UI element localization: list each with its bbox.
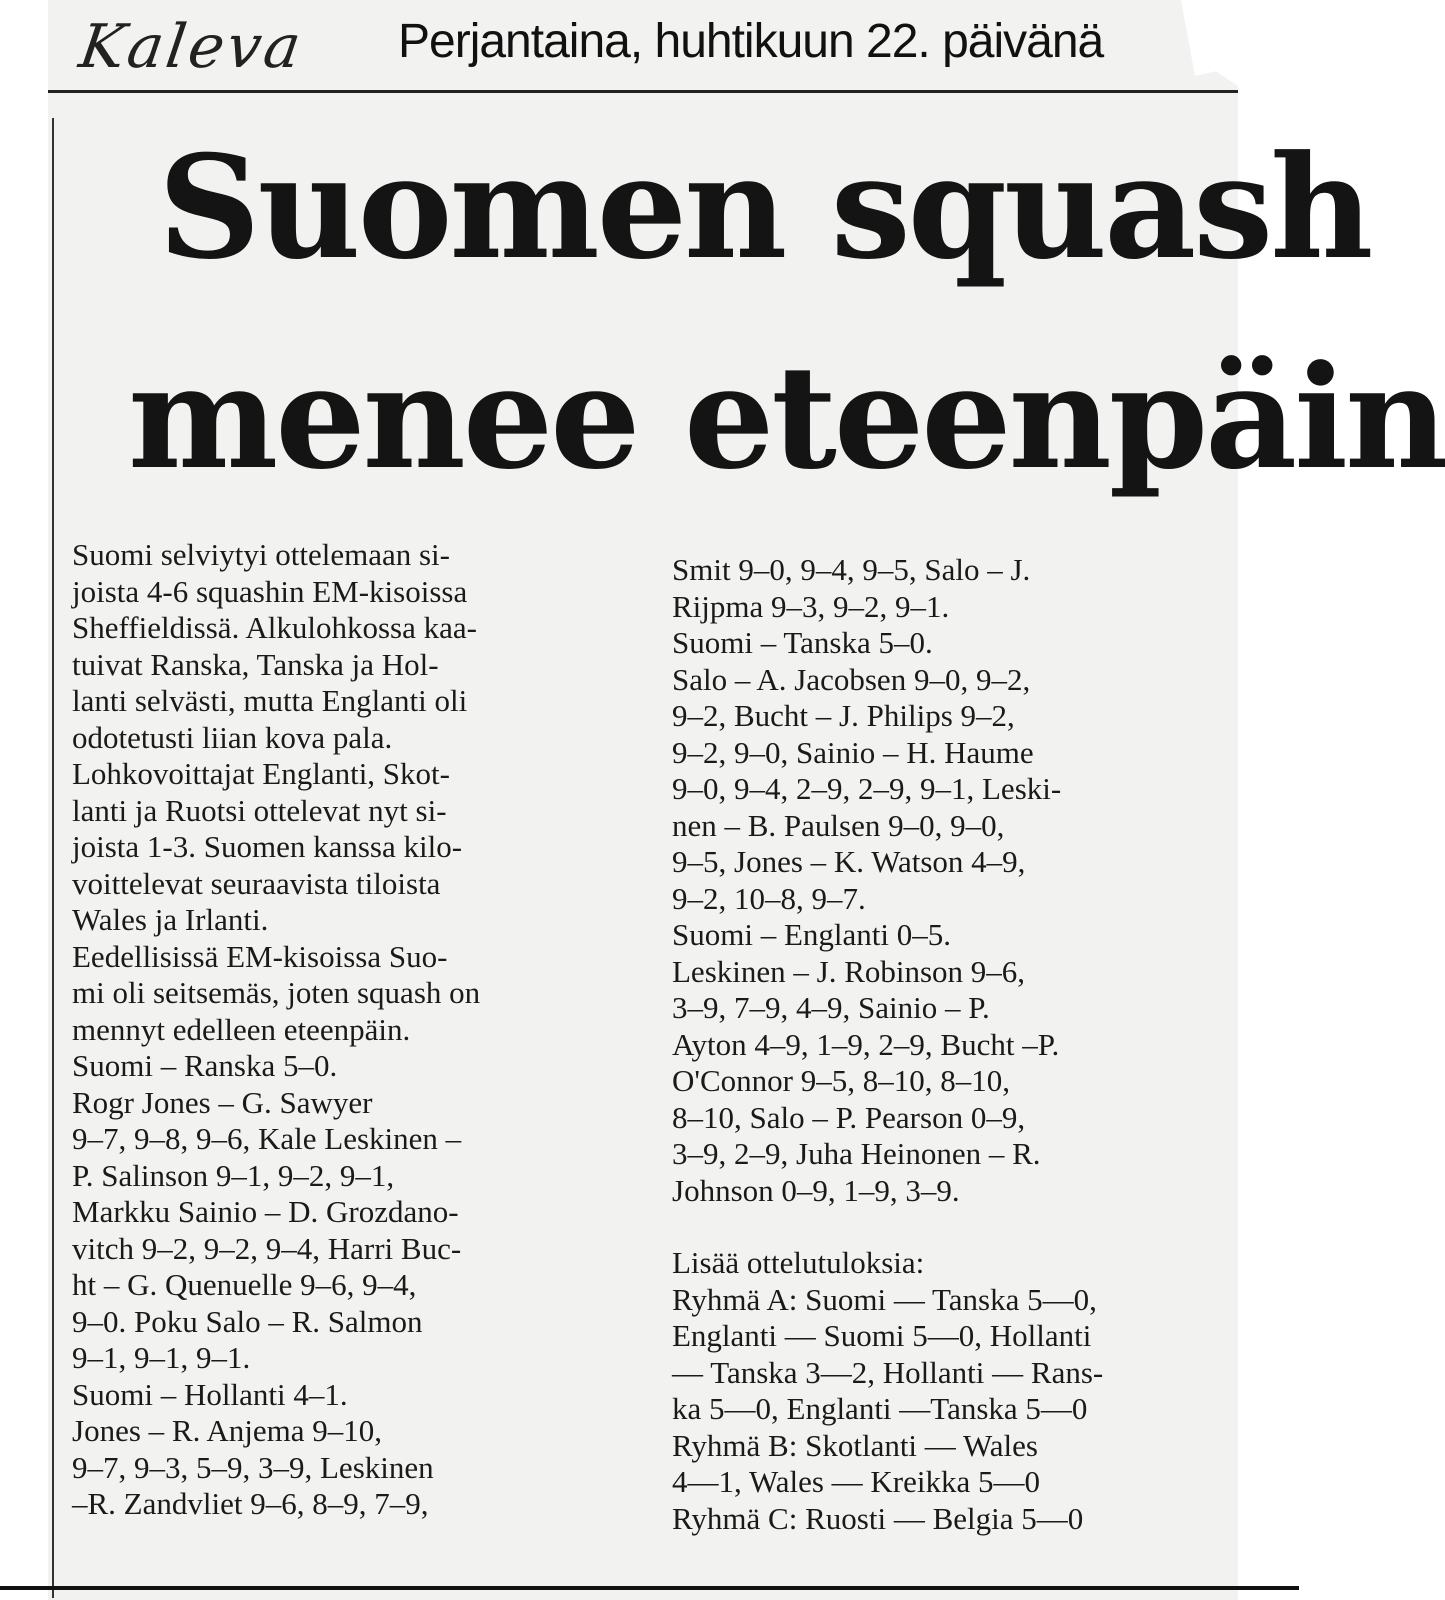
paragraph-gap bbox=[672, 1209, 1227, 1245]
headline-line-1: Suomen squash bbox=[158, 125, 1371, 291]
text-line: — Tanska 3—2, Hollanti — Rans- bbox=[672, 1354, 1104, 1390]
text-line: Ayton 4–9, 1–9, 2–9, Bucht –P. bbox=[672, 1026, 1060, 1062]
article-left-column bbox=[72, 537, 632, 1523]
text-line: joista 1-3. Suomen kanssa kilo- bbox=[72, 829, 463, 864]
text-line: P. Salinson 9–1, 9–2, 9–1, bbox=[72, 1157, 395, 1193]
text-line: –R. Zandvliet 9–6, 8–9, 7–9, bbox=[72, 1486, 429, 1521]
text-line: 9–7, 9–8, 9–6, Kale Leskinen – bbox=[72, 1121, 462, 1156]
text-line: 9–2, 10–8, 9–7. bbox=[672, 880, 866, 916]
text-line: Lisää ottelutuloksia: bbox=[672, 1245, 925, 1280]
text-line: Suomi selviytyi ottelemaan si- bbox=[72, 537, 450, 572]
column-rule bbox=[52, 118, 54, 1598]
text-line: voittelevat seuraavista tiloista bbox=[72, 865, 441, 901]
text-line: Suomi – Ranska 5–0. bbox=[72, 1048, 338, 1083]
text-line: 4—1, Wales — Kreikka 5—0 bbox=[672, 1464, 1041, 1499]
masthead-rule bbox=[48, 90, 1238, 93]
text-line: mennyt edelleen eteenpäin. bbox=[72, 1011, 411, 1047]
text-line: Johnson 0–9, 1–9, 3–9. bbox=[672, 1172, 960, 1208]
text-line: Eedellisissä EM-kisoissa Suo- bbox=[72, 938, 448, 974]
match-results bbox=[672, 552, 1227, 1209]
text-line: O'Connor 9–5, 8–10, 8–10, bbox=[672, 1063, 1010, 1098]
text-line: Leskinen – J. Robinson 9–6, bbox=[672, 953, 1026, 989]
text-line: Sheffieldissä. Alkulohkossa kaa- bbox=[72, 610, 477, 645]
text-line: Salo – A. Jacobsen 9–0, 9–2, bbox=[672, 661, 1031, 697]
text-line: 3–9, 2–9, Juha Heinonen – R. bbox=[672, 1136, 1041, 1171]
dateline: Perjantaina, huhtikuun 22. päivänä bbox=[398, 15, 1104, 68]
text-line: Suomi – Englanti 0–5. bbox=[672, 917, 951, 952]
text-line: ht – G. Quenuelle 9–6, 9–4, bbox=[72, 1267, 417, 1302]
text-line: 8–10, Salo – P. Pearson 0–9, bbox=[672, 1099, 1026, 1135]
text-line: Markku Sainio – D. Grozdano- bbox=[72, 1194, 459, 1229]
text-line: 9–2, 9–0, Sainio – H. Haume bbox=[672, 734, 1034, 770]
text-line: lanti selvästi, mutta Englanti oli bbox=[72, 683, 468, 718]
text-line: Englanti — Suomi 5—0, Hollanti bbox=[672, 1318, 1092, 1353]
bottom-rule bbox=[0, 1586, 1299, 1590]
text-line: tuivat Ranska, Tanska ja Hol- bbox=[72, 646, 439, 682]
text-line: 9–0, 9–4, 2–9, 2–9, 9–1, Leski- bbox=[672, 771, 1062, 806]
text-line: joista 4-6 squashin EM-kisoissa bbox=[72, 573, 468, 609]
text-line: mi oli seitsemäs, joten squash on bbox=[72, 975, 481, 1010]
text-line: 9–0. Poku Salo – R. Salmon bbox=[72, 1303, 423, 1339]
text-line: nen – B. Paulsen 9–0, 9–0, bbox=[672, 807, 1005, 843]
text-line: lanti ja Ruotsi ottelevat nyt si- bbox=[72, 792, 447, 828]
text-line: Ryhmä C: Ruosti — Belgia 5—0 bbox=[672, 1500, 1084, 1536]
text-line: Smit 9–0, 9–4, 9–5, Salo – J. bbox=[672, 552, 1031, 587]
text-line: 9–1, 9–1, 9–1. bbox=[72, 1340, 251, 1375]
text-line: Rijpma 9–3, 9–2, 9–1. bbox=[672, 588, 950, 624]
text-line: Ryhmä A: Suomi — Tanska 5—0, bbox=[672, 1281, 1097, 1317]
text-line: Suomi – Tanska 5–0. bbox=[672, 625, 933, 660]
text-line: odotetusti liian kova pala. bbox=[72, 719, 393, 755]
text-line: Lohkovoittajat Englanti, Skot- bbox=[72, 756, 450, 791]
headline-line-2: menee eteenpäin bbox=[128, 335, 1445, 501]
text-line: 9–5, Jones – K. Watson 4–9, bbox=[672, 844, 1026, 879]
text-line: Wales ja Irlanti. bbox=[72, 902, 269, 937]
more-results bbox=[672, 1245, 1227, 1537]
text-line: Jones – R. Anjema 9–10, bbox=[72, 1413, 382, 1448]
text-line: vitch 9–2, 9–2, 9–4, Harri Buc- bbox=[72, 1230, 462, 1266]
text-line: 9–2, Bucht – J. Philips 9–2, bbox=[672, 698, 1015, 733]
text-line: Ryhmä B: Skotlanti — Wales bbox=[672, 1427, 1038, 1463]
text-line: 3–9, 7–9, 4–9, Sainio – P. bbox=[672, 990, 990, 1025]
text-line: ka 5—0, Englanti —Tanska 5—0 bbox=[672, 1391, 1088, 1426]
handwritten-signature: Kaleva bbox=[75, 12, 308, 82]
text-line: Suomi – Hollanti 4–1. bbox=[72, 1376, 348, 1412]
text-line: 9–7, 9–3, 5–9, 3–9, Leskinen bbox=[72, 1449, 434, 1485]
text-line: Rogr Jones – G. Sawyer bbox=[72, 1084, 373, 1120]
article-right-column bbox=[672, 552, 1227, 1537]
